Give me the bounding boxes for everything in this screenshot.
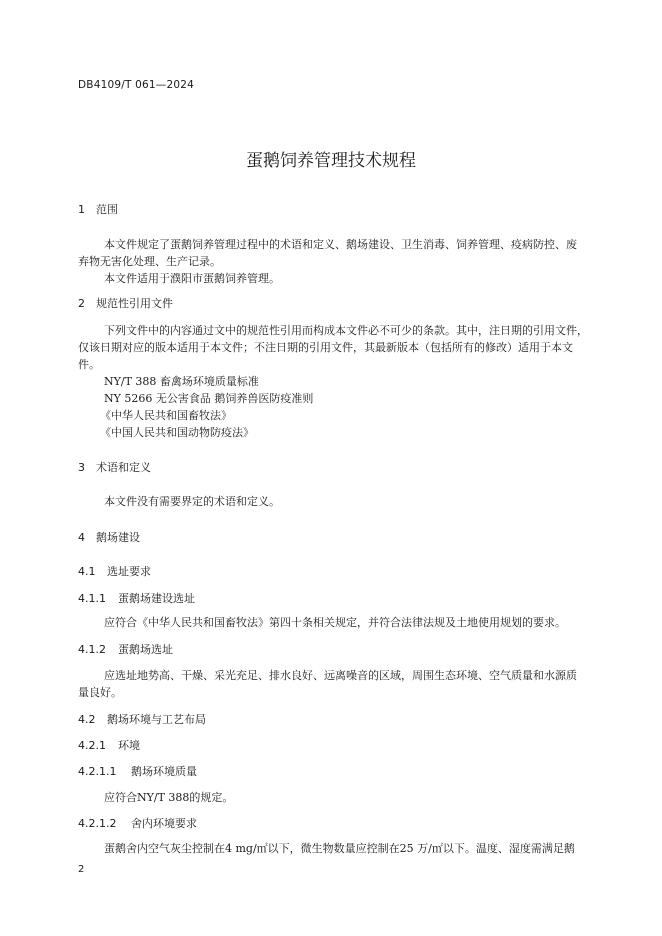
reference-item: 《中华人民共和国畜牧法》 [100, 409, 232, 422]
section-1-heading [78, 201, 118, 217]
section-number: 2 [78, 297, 85, 310]
paragraph: 本文件适用于濮阳市蛋鹅饲养管理。 [104, 272, 280, 285]
section-3-heading [78, 459, 151, 475]
paragraph: 本文件没有需要界定的术语和定义。 [104, 495, 280, 508]
paragraph: 应选址地势高、干燥、采光充足、排水良好、远离噪音的区域，周围生态环境、空气质量和水源质 [104, 669, 577, 682]
reference-item: NY 5266 无公害食品 鹅饲养兽医防疫准则 [104, 392, 314, 405]
paragraph: 应符合NY/T 388的规定。 [104, 791, 234, 804]
section-4-heading [78, 529, 140, 545]
paragraph: 量良好。 [78, 686, 122, 699]
section-number: 4.1.2 [78, 643, 106, 656]
section-title: 蛋鹅场建设选址 [118, 592, 195, 605]
reference-item: NY/T 388 畜禽场环境质量标准 [104, 375, 259, 388]
section-number: 1 [78, 203, 85, 216]
section-4-1-2-heading [78, 641, 173, 657]
section-title: 环境 [118, 739, 140, 752]
section-title: 规范性引用文件 [96, 297, 173, 310]
section-4-1-1-heading [78, 590, 195, 606]
section-4-2-1-1-heading [78, 763, 197, 779]
section-number: 4 [78, 531, 85, 544]
section-number: 4.2.1.2 [78, 817, 117, 830]
paragraph: 蛋鹅舍内空气灰尘控制在4 mg/㎡以下，微生物数量应控制在25 万/㎡以下。温度、湿度需满足鹅 [104, 842, 575, 855]
paragraph: 本文件规定了蛋鹅饲养管理过程中的术语和定义、鹅场建设、卫生消毒、饲养管理、疫病防控、废 [104, 238, 577, 251]
section-number: 4.1 [78, 565, 96, 578]
section-title: 蛋鹅场选址 [118, 643, 173, 656]
section-number: 4.2.1 [78, 739, 106, 752]
paragraph: 弃物无害化处理、生产记录。 [78, 255, 221, 268]
section-title: 鹅场环境质量 [131, 765, 197, 778]
section-number: 4.2.1.1 [78, 765, 117, 778]
section-number: 3 [78, 461, 85, 474]
paragraph: 下列文件中的内容通过文中的规范性引用而构成本文件必不可少的条款。其中，注日期的引用文件， [104, 324, 588, 337]
section-number: 4.2 [78, 713, 96, 726]
paragraph: 应符合《中华人民共和国畜牧法》第四十条相关规定，并符合法律法规及土地使用规划的要求。 [104, 616, 566, 629]
paragraph: 仅该日期对应的版本适用于本文件；不注日期的引用文件，其最新版本（包括所有的修改）适用于本文 [78, 341, 573, 354]
section-title: 舍内环境要求 [131, 817, 197, 830]
reference-item: 《中国人民共和国动物防疫法》 [100, 426, 254, 439]
section-title: 术语和定义 [96, 461, 151, 474]
section-4-1-heading [78, 563, 151, 579]
standard-code: DB4109/T 061—2024 [78, 79, 194, 91]
section-4-2-1-heading [78, 737, 140, 753]
section-title: 鹅场建设 [96, 531, 140, 544]
section-title: 鹅场环境与工艺布局 [107, 713, 206, 726]
document-title: 蛋鹅饲养管理技术规程 [246, 151, 416, 171]
section-number: 4.1.1 [78, 592, 106, 605]
page-number: 2 [78, 864, 85, 875]
section-4-2-1-2-heading [78, 815, 197, 831]
paragraph: 件。 [78, 358, 100, 371]
section-4-2-heading [78, 711, 206, 727]
section-title: 选址要求 [107, 565, 151, 578]
section-title: 范围 [96, 203, 118, 216]
section-2-heading [78, 295, 173, 311]
